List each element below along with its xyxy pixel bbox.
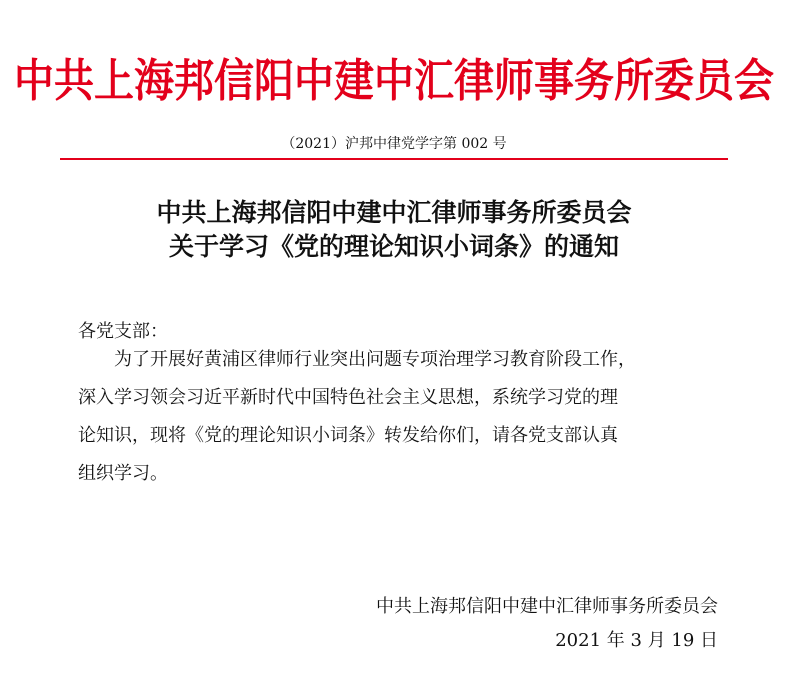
signature-date: 2021 年 3 月 19 日 — [555, 630, 718, 651]
signature-organization: 中共上海邦信阳中建中汇律师事务所委员会 — [376, 596, 718, 617]
notice-title-line-1: 中共上海邦信阳中建中汇律师事务所委员会 — [156, 198, 632, 227]
body-line-3: 论知识，现将《党的理论知识小词条》转发给你们，请各党支部认真 — [78, 425, 618, 446]
red-divider-line — [60, 158, 728, 160]
salutation: 各党支部： — [78, 321, 168, 342]
body-line-4: 组织学习。 — [78, 463, 168, 484]
body-line-1: 为了开展好黄浦区律师行业突出问题专项治理学习教育阶段工作， — [114, 349, 636, 370]
notice-title-line-2: 关于学习《党的理论知识小词条》的通知 — [168, 232, 619, 261]
document-number: （2021）沪邦中律党学字第 002 号 — [281, 136, 507, 152]
body-line-2: 深入学习领会习近平新时代中国特色社会主义思想，系统学习党的理 — [78, 387, 618, 408]
masthead-title: 中共上海邦信阳中建中汇律师事务所委员会 — [14, 54, 774, 108]
